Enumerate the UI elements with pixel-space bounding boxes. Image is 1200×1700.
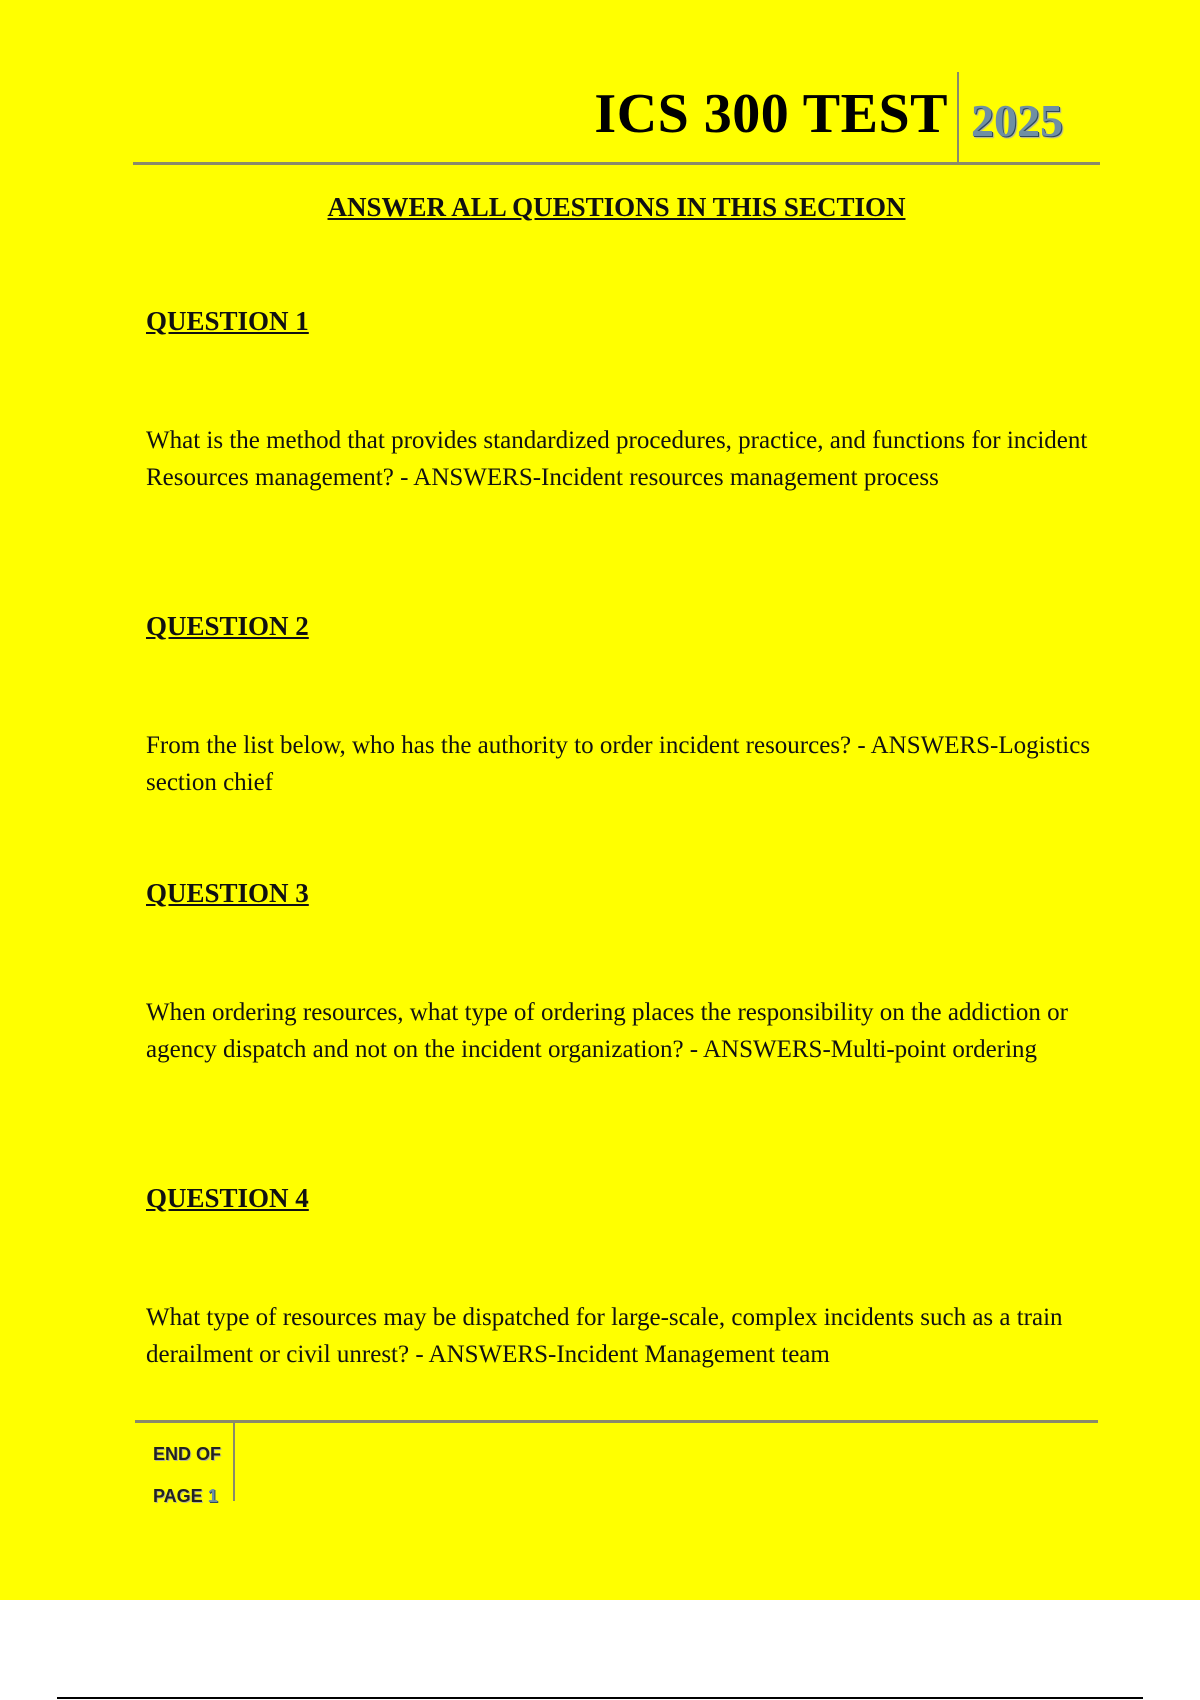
footer-line-2 (153, 1475, 221, 1517)
bottom-rule (57, 1697, 1143, 1699)
footer-label (153, 1433, 221, 1517)
header-divider (957, 72, 959, 162)
footer-divider (233, 1423, 235, 1501)
document-title: ICS 300 TEST (594, 83, 948, 145)
page-header (133, 70, 1100, 165)
question-1-text: What is the method that provides standardized procedures, practice, and functions for incident Resources management? - ANSWERS-Incident resources management process (146, 427, 1088, 491)
question-4-heading: QUESTION 4 (146, 1183, 309, 1213)
question-3-heading: QUESTION 3 (146, 878, 309, 908)
section-instruction: ANSWER ALL QUESTIONS IN THIS SECTION (327, 192, 906, 222)
footer-line-1: END OF (153, 1444, 222, 1464)
question-4-text: What type of resources may be dispatched for large-scale, complex incidents such as a train derailment or civil unrest? - ANSWERS-Incident Management team (146, 1304, 1063, 1368)
question-2-heading: QUESTION 2 (146, 611, 309, 641)
question-2-text: From the list below, who has the authority to order incident resources? - ANSWERS-Logistics section chief (146, 732, 1091, 796)
page-footer (135, 1420, 1098, 1506)
question-1-heading: QUESTION 1 (146, 306, 309, 336)
footer-page-number: 1 (207, 1486, 218, 1506)
document-year: 2025 (971, 95, 1063, 146)
question-3-text: When ordering resources, what type of ordering places the responsibility on the addiction or agency dispatch and not on the incident organization? - ANSWERS-Multi-point ordering (146, 999, 1068, 1063)
footer-page-word: PAGE (153, 1486, 203, 1506)
